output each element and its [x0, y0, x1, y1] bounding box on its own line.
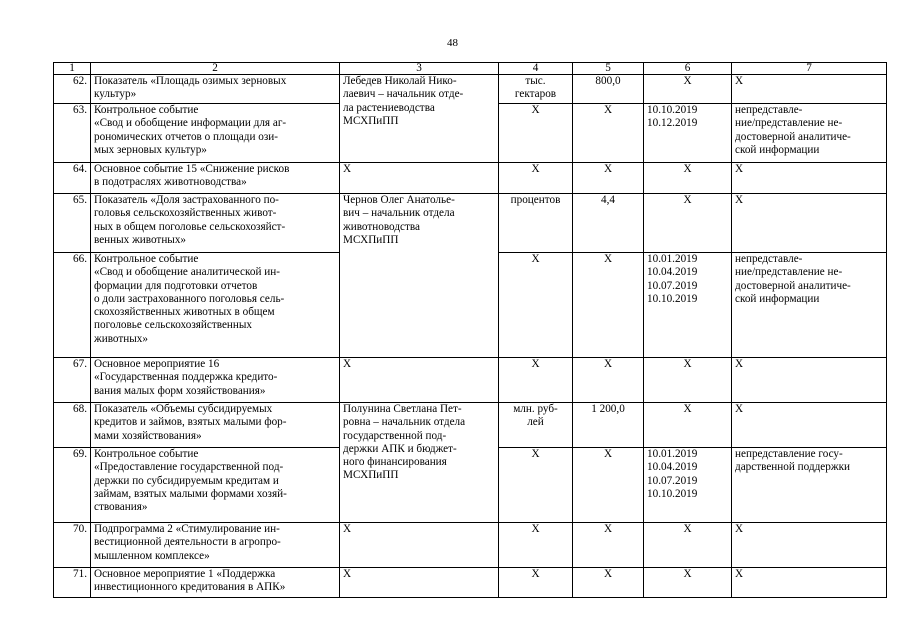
row-note: X [732, 568, 887, 598]
row-note: X [732, 358, 887, 403]
row-number: 68. [54, 403, 91, 448]
row-unit: млн. руб- лей [499, 403, 573, 448]
row-number: 69. [54, 448, 91, 523]
header-col-1: 1 [54, 63, 91, 75]
row-dates: 10.10.2019 10.12.2019 [644, 104, 732, 163]
row-name: Показатель «Площадь озимых зерновых культур» [91, 75, 340, 104]
row-unit: X [499, 448, 573, 523]
row-number: 70. [54, 523, 91, 568]
table-row [54, 568, 887, 598]
row-dates: X [644, 358, 732, 403]
row-responsible: X [340, 568, 499, 598]
row-name: Основное мероприятие 1 «Поддержка инвестиционного кредитования в АПК» [91, 568, 340, 598]
row-note: X [732, 75, 887, 104]
row-responsible: Лебедев Николай Нико- лаевич – начальник отде- ла растениеводства МСХПиПП [340, 75, 499, 163]
row-unit: X [499, 163, 573, 194]
table-row [54, 523, 887, 568]
row-value: 800,0 [573, 75, 644, 104]
row-note: непредставле- ние/представление не- достоверной аналитиче- ской информации [732, 104, 887, 163]
header-col-6: 6 [644, 63, 732, 75]
row-name: Показатель «Доля застрахованного по- головья сельскохозяйственных живот- ных в общем поголовье сельскохозяйст- венных животных» [91, 194, 340, 253]
row-unit: X [499, 253, 573, 358]
row-responsible: X [340, 523, 499, 568]
row-value: X [573, 104, 644, 163]
row-value: X [573, 253, 644, 358]
table-row [54, 163, 887, 194]
row-dates: X [644, 75, 732, 104]
row-unit: X [499, 104, 573, 163]
row-number: 65. [54, 194, 91, 253]
header-col-2: 2 [91, 63, 340, 75]
row-dates: X [644, 403, 732, 448]
page-number: 48 [447, 37, 458, 49]
row-name: Контрольное событие «Свод и обобщение аналитической ин- формации для подготовки отчетов о доли застрахованного поголовья сель- скохозяйственных животных в общем поголовье сельскохозяйственных животных» [91, 253, 340, 358]
row-note: непредставле- ние/представление не- достоверной аналитиче- ской информации [732, 253, 887, 358]
row-name: Контрольное событие «Предоставление государственной под- держки по субсидируемым кредитам и займам, взятых малыми формами хозяй- ствования» [91, 448, 340, 523]
row-name: Подпрограмма 2 «Стимулирование ин- вестиционной деятельности в агропро- мышленном комплексе» [91, 523, 340, 568]
table-row [54, 194, 887, 253]
row-number: 64. [54, 163, 91, 194]
row-value: X [573, 358, 644, 403]
row-number: 63. [54, 104, 91, 163]
row-unit: X [499, 568, 573, 598]
row-note: X [732, 163, 887, 194]
header-col-4: 4 [499, 63, 573, 75]
row-note: X [732, 194, 887, 253]
header-row [54, 63, 887, 75]
row-value: 1 200,0 [573, 403, 644, 448]
program-table [53, 62, 887, 598]
row-number: 67. [54, 358, 91, 403]
row-value: X [573, 163, 644, 194]
row-value: X [573, 523, 644, 568]
row-dates: X [644, 194, 732, 253]
table-row [54, 403, 887, 448]
row-name: Основное мероприятие 16 «Государственная поддержка кредито- вания малых форм хозяйствования» [91, 358, 340, 403]
row-note: X [732, 523, 887, 568]
row-unit: X [499, 358, 573, 403]
row-note: непредставление госу- дарственной поддержки [732, 448, 887, 523]
row-unit: тыс. гектаров [499, 75, 573, 104]
row-responsible: Чернов Олег Анатолье- вич – начальник отдела животноводства МСХПиПП [340, 194, 499, 358]
row-responsible: X [340, 358, 499, 403]
row-number: 71. [54, 568, 91, 598]
row-number: 66. [54, 253, 91, 358]
row-value: 4,4 [573, 194, 644, 253]
row-value: X [573, 568, 644, 598]
table-row [54, 358, 887, 403]
header-col-5: 5 [573, 63, 644, 75]
header-col-7: 7 [732, 63, 887, 75]
row-unit: процентов [499, 194, 573, 253]
row-dates: 10.01.2019 10.04.2019 10.07.2019 10.10.2019 [644, 253, 732, 358]
row-dates: X [644, 568, 732, 598]
row-value: X [573, 448, 644, 523]
row-responsible: Полунина Светлана Пет- ровна – начальник отдела государственной под- держки АПК и бюджет- ного финансирования МСХПиПП [340, 403, 499, 523]
row-number: 62. [54, 75, 91, 104]
table-row [54, 75, 887, 104]
row-name: Показатель «Объемы субсидируемых кредитов и займов, взятых малыми фор- мами хозяйствования» [91, 403, 340, 448]
row-dates: X [644, 163, 732, 194]
row-responsible: X [340, 163, 499, 194]
header-col-3: 3 [340, 63, 499, 75]
row-unit: X [499, 523, 573, 568]
row-name: Контрольное событие «Свод и обобщение информации для аг- рономических отчетов о площади ози- мых зерновых культур» [91, 104, 340, 163]
row-note: X [732, 403, 887, 448]
row-dates: X [644, 523, 732, 568]
row-dates: 10.01.2019 10.04.2019 10.07.2019 10.10.2019 [644, 448, 732, 523]
row-name: Основное событие 15 «Снижение рисков в подотраслях животноводства» [91, 163, 340, 194]
